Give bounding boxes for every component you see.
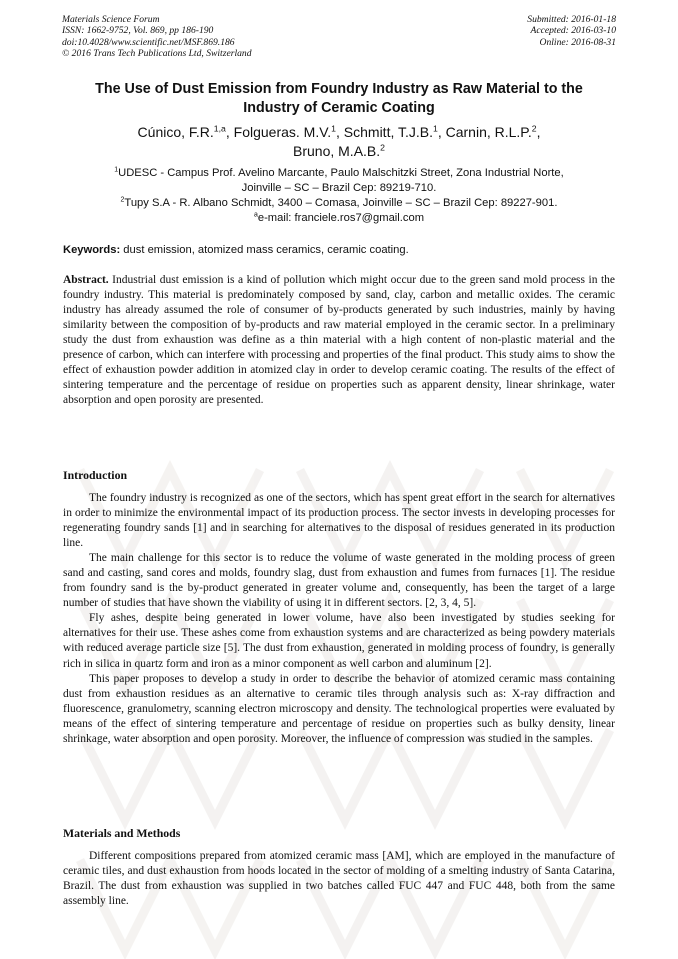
journal-name: Materials Science Forum — [62, 14, 160, 25]
online-date: Online: 2016-08-31 — [539, 36, 616, 48]
title-line: The Use of Dust Emission from Foundry Industry as Raw Material to the — [95, 81, 583, 97]
affiliations — [52, 166, 626, 226]
title-line: Industry of Ceramic Coating — [243, 99, 435, 116]
publication-dates — [527, 14, 616, 48]
keywords-label: Keywords: — [63, 244, 121, 256]
doi-link[interactable]: doi:10.4028/www.scientific.net/MSF.869.186 — [62, 36, 235, 48]
author: Folgueras. M.V.$^1$ — [233, 123, 336, 140]
paragraph: Different compositions prepared from atomized ceramic mass [AM], which are employed in the manufacture of ceramic tiles, and dust exhaustion from hoods located in the sector of molding of a smelting industry of Santa Catarina, Brazil. The dust from exhaustion was supplied in two batches called FUC 447 and FUC 448, both from the same assembly line. — [63, 850, 615, 908]
paragraph: The foundry industry is recognized as one of the sectors, which has spent great effort in the search for alternatives in order to minimize the environmental impact of its production process. The sector invests in developing processes for regenerating foundry sands [1] and in searching for alternatives to the disposal of residues generated in its production line. — [63, 492, 615, 550]
affiliation-1-cont: Joinville – SC – Brazil Cep: 89219-710. — [241, 182, 437, 194]
affiliation-2: $^2$Tupy S.A - R. Albano Schmidt, 3400 – Comasa, Joinville – SC – Brazil Cep: 89227-901. — [120, 196, 558, 209]
author: Cúnico, F.R.$^{1,a}$ — [137, 123, 226, 140]
accepted-date: Accepted: 2016-03-10 — [530, 25, 616, 37]
author: Carnin, R.L.P.$^2$ — [445, 123, 537, 140]
abstract-label: Abstract. — [63, 274, 109, 286]
abstract — [63, 273, 615, 408]
contact-email[interactable]: $^a$e-mail: franciele.ros7@gmail.com — [253, 211, 425, 224]
paragraph: This paper proposes to develop a study in order to describe the behavior of atomized ceramic mass containing dust from exhaustion residues as an alternative to ceramic tiles through analysis such as: X-ray diffraction and fluorescence, granulometry, scanning electron microscopy and density. The technological properties were evaluated by means of the effect of sintering temperature and percentage of residue on properties such as bulky density, linear shrinkage, water absorption and open porosity. Moreover, the influence of compression was studied in the samples. — [63, 672, 615, 745]
affiliation-1: $^1$UDESC - Campus Prof. Avelino Marcante, Paulo Malschitzki Street, Zona Industrial Norte, — [114, 166, 564, 179]
paragraph: Fly ashes, despite being generated in lower volume, have also been investigated by studies seeking for alternatives for their use. These ashes come from exhaustion systems and are characterized as being powdery materials with reduced average particle size [5]. The dust from exhaustion, generated in molding process of foundry, is generally rich in silica in quartz form and iron as a minor component as well carbon and aluminum [2]. — [63, 612, 615, 670]
author: Bruno, M.A.B.$^2$ — [293, 142, 385, 159]
copyright-line: © 2016 Trans Tech Publications Ltd, Switzerland — [62, 47, 252, 59]
methods-body — [63, 849, 615, 909]
introduction-body — [63, 491, 615, 747]
keywords-text: dust emission, atomized mass ceramics, ceramic coating. — [120, 244, 409, 256]
author-list: Cúnico, F.R.$^{1,a}$, Folgueras. M.V.$^1$, Schmitt, T.J.B.$^1$, Carnin, R.L.P.$^2$, Bruno, M.A.B.$^2$ — [137, 123, 541, 159]
publication-info — [62, 14, 252, 59]
section-heading: Materials and Methods — [63, 826, 181, 840]
author: Schmitt, T.J.B.$^1$ — [343, 123, 438, 140]
paper-title — [52, 80, 626, 117]
issn-line: ISSN: 1662-9752, Vol. 869, pp 186-190 — [62, 25, 214, 37]
section-heading: Introduction — [63, 468, 128, 482]
paragraph: The main challenge for this sector is to reduce the volume of waste generated in the molding process of green sand and casting, sand cores and molds, foundry slag, dust from exhaustion and fumes from furnaces [1]. The residue from foundry sand is the by-product generated in greater volume and, consequently, has been the target of a large number of studies that have shown the viability of using it in different sectors. [2, 3, 4, 5]. — [63, 552, 615, 610]
keywords — [63, 243, 615, 257]
abstract-text: Industrial dust emission is a kind of pollution which might occur due to the green sand mold process in the foundry industry. This material is predominately composed by sand, clay, carbon and metallic oxides. The ceramic industry has already assumed the role of consumer of by-products generated by such industries, mainly by having similarity between the composition of by-products and raw material employed in the ceramic sector. In a preliminary study the dust from exhaustion was define as a thin material with a high content of non-plastic material and the presence of carbon, which can interfere with processing and properties of the final product. This study aims to show the effect of exhaustion powder addition in atomized clay in order to develop ceramic coating. The results of the effect of sintering temperature and the percentage of residue on properties such as apparent density, linear shrinkage, water absorption and open porosity are presented. — [63, 274, 615, 407]
submitted-date: Submitted: 2016-01-18 — [527, 14, 616, 25]
